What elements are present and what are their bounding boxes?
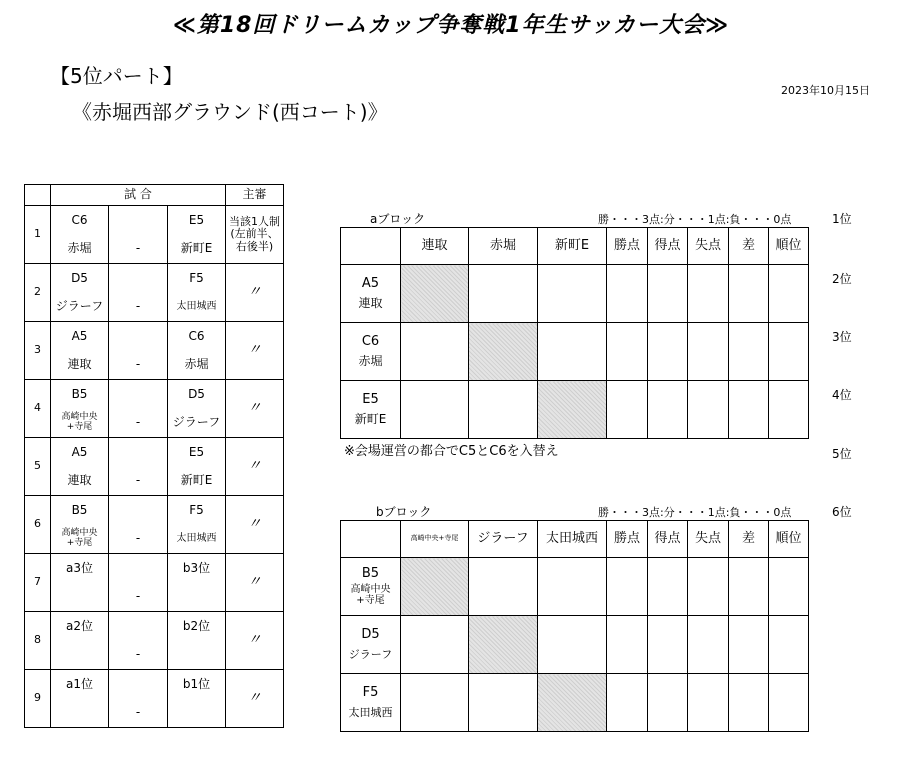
- self-match-cell: [401, 558, 469, 616]
- team-code: A5: [361, 275, 380, 291]
- team-right-code: E5: [168, 206, 226, 235]
- rank-label: 4位: [832, 388, 852, 402]
- rank-label: 2位: [832, 272, 852, 286]
- opponent-header: ジラーフ: [469, 521, 538, 558]
- vs-blank: [109, 206, 168, 235]
- stat-cell: [648, 265, 688, 323]
- stat-cell: [648, 616, 688, 674]
- stat-cell: [607, 323, 648, 381]
- stat-cell: [729, 381, 769, 439]
- stat-cell: [769, 674, 809, 732]
- versus-dash: -: [109, 641, 168, 670]
- corner-cell: [341, 521, 401, 558]
- self-match-cell: [538, 381, 607, 439]
- stat-cell: [769, 616, 809, 674]
- block-b-title: bブロック: [376, 505, 432, 519]
- stat-cell: [769, 381, 809, 439]
- opponent-header: 連取: [401, 228, 469, 265]
- team-right-code: b1位: [168, 670, 226, 699]
- referee-cell: 〃: [226, 612, 284, 670]
- match-number: 8: [25, 612, 51, 670]
- team-name: 赤堀: [358, 354, 383, 369]
- stat-header: 勝点: [607, 228, 648, 265]
- team-row-header: [341, 558, 401, 616]
- venue-heading: 《赤堀西部グラウンド(西コート)》: [72, 100, 388, 124]
- header-blank: [25, 185, 51, 206]
- stat-cell: [648, 381, 688, 439]
- team-left-code: A5: [51, 438, 109, 467]
- block-b-table: [340, 520, 809, 732]
- team-left-name: 赤堀: [51, 235, 109, 264]
- stat-cell: [688, 674, 729, 732]
- team-right-code: F5: [168, 264, 226, 293]
- page-title: ≪第18回ドリームカップ争奪戦1年生サッカー大会≫: [172, 13, 730, 38]
- stat-cell: [769, 265, 809, 323]
- corner-cell: [341, 228, 401, 265]
- team-left-name: [51, 699, 109, 728]
- match-number: 2: [25, 264, 51, 322]
- team-name: 新町E: [354, 412, 387, 427]
- block-a-title: aブロック: [370, 212, 426, 226]
- stat-cell: [729, 265, 769, 323]
- team-right-name: 太田城西: [168, 525, 226, 554]
- stat-cell: [729, 616, 769, 674]
- team-right-code: D5: [168, 380, 226, 409]
- team-right-name: 太田城西: [168, 293, 226, 322]
- stat-cell: [688, 616, 729, 674]
- opponent-header: 新町E: [538, 228, 607, 265]
- block-b-points-note: 勝・・・3点:分・・・1点:負・・・0点: [598, 506, 792, 519]
- team-left-code: B5: [51, 496, 109, 525]
- match-number: 3: [25, 322, 51, 380]
- rank-label: 1位: [832, 212, 852, 226]
- vs-blank: [109, 322, 168, 351]
- team-left-code: D5: [51, 264, 109, 293]
- team-left-name: ジラーフ: [51, 293, 109, 322]
- team-right-name: [168, 583, 226, 612]
- team-right-code: E5: [168, 438, 226, 467]
- result-cell: [401, 323, 469, 381]
- team-row-header: [341, 381, 401, 439]
- referee-cell: 〃: [226, 380, 284, 438]
- block-a-note: ※会場運営の都合でC5とC6を入替え: [344, 444, 559, 459]
- team-right-name: 赤堀: [168, 351, 226, 380]
- match-number: 1: [25, 206, 51, 264]
- team-code: F5: [362, 685, 379, 701]
- team-row-header: [341, 674, 401, 732]
- team-left-name: 連取: [51, 467, 109, 496]
- team-name: 高崎中央 +寺尾: [350, 583, 391, 606]
- team-code: E5: [362, 391, 379, 407]
- team-right-code: b2位: [168, 612, 226, 641]
- stat-cell: [607, 558, 648, 616]
- team-left-name: [51, 583, 109, 612]
- result-cell: [469, 265, 538, 323]
- stat-cell: [648, 323, 688, 381]
- team-name: ジラーフ: [348, 647, 393, 661]
- self-match-cell: [538, 674, 607, 732]
- versus-dash: -: [109, 699, 168, 728]
- header-match: 試 合: [51, 185, 226, 206]
- match-number: 9: [25, 670, 51, 728]
- team-name: 太田城西: [348, 705, 393, 719]
- stat-cell: [688, 265, 729, 323]
- team-name: 連取: [358, 296, 383, 311]
- rank-label: 6位: [832, 505, 852, 519]
- stat-cell: [607, 674, 648, 732]
- vs-blank: [109, 496, 168, 525]
- vs-blank: [109, 670, 168, 699]
- result-cell: [538, 265, 607, 323]
- match-schedule-table: [24, 184, 284, 728]
- team-right-name: 新町E: [168, 467, 226, 496]
- result-cell: [401, 616, 469, 674]
- team-left-name: 連取: [51, 351, 109, 380]
- opponent-header: 赤堀: [469, 228, 538, 265]
- team-left-code: a1位: [51, 670, 109, 699]
- stat-cell: [648, 674, 688, 732]
- team-code: C6: [361, 333, 380, 349]
- result-cell: [469, 558, 538, 616]
- team-left-name: 高崎中央 +寺尾: [51, 409, 109, 438]
- result-cell: [538, 616, 607, 674]
- stat-cell: [688, 381, 729, 439]
- vs-blank: [109, 264, 168, 293]
- stat-cell: [688, 558, 729, 616]
- team-code: B5: [361, 566, 380, 582]
- rank-label: 5位: [832, 447, 852, 461]
- part-heading: 【5位パート】: [50, 64, 183, 88]
- rank-label: 3位: [832, 330, 852, 344]
- match-number: 6: [25, 496, 51, 554]
- match-number: 5: [25, 438, 51, 496]
- result-cell: [401, 381, 469, 439]
- vs-blank: [109, 612, 168, 641]
- result-cell: [538, 323, 607, 381]
- referee-cell: 〃: [226, 496, 284, 554]
- versus-dash: -: [109, 409, 168, 438]
- referee-cell: 〃: [226, 438, 284, 496]
- team-left-code: a2位: [51, 612, 109, 641]
- team-right-name: ジラーフ: [168, 409, 226, 438]
- team-right-code: F5: [168, 496, 226, 525]
- match-number: 4: [25, 380, 51, 438]
- stat-header: 差: [729, 228, 769, 265]
- referee-cell: 〃: [226, 264, 284, 322]
- stat-cell: [729, 674, 769, 732]
- header-referee: 主審: [226, 185, 284, 206]
- team-left-code: A5: [51, 322, 109, 351]
- self-match-cell: [401, 265, 469, 323]
- team-left-name: 高崎中央 +寺尾: [51, 525, 109, 554]
- team-row-header: [341, 323, 401, 381]
- stat-header: 差: [729, 521, 769, 558]
- stat-cell: [729, 323, 769, 381]
- versus-dash: -: [109, 235, 168, 264]
- vs-blank: [109, 554, 168, 583]
- team-left-code: B5: [51, 380, 109, 409]
- result-cell: [401, 674, 469, 732]
- versus-dash: -: [109, 583, 168, 612]
- stat-cell: [607, 381, 648, 439]
- stat-cell: [607, 616, 648, 674]
- versus-dash: -: [109, 293, 168, 322]
- stat-cell: [769, 323, 809, 381]
- opponent-header: 太田城西: [538, 521, 607, 558]
- team-row-header: [341, 265, 401, 323]
- team-left-name: [51, 641, 109, 670]
- team-left-code: a3位: [51, 554, 109, 583]
- stat-cell: [729, 558, 769, 616]
- stat-header: 順位: [769, 228, 809, 265]
- referee-cell: 〃: [226, 322, 284, 380]
- stat-header: 順位: [769, 521, 809, 558]
- event-date: 2023年10月15日: [781, 84, 870, 97]
- self-match-cell: [469, 616, 538, 674]
- team-right-code: b3位: [168, 554, 226, 583]
- result-cell: [469, 381, 538, 439]
- block-a-points-note: 勝・・・3点:分・・・1点:負・・・0点: [598, 213, 792, 226]
- opponent-header: 高崎中央+寺尾: [401, 521, 469, 558]
- stat-header: 勝点: [607, 521, 648, 558]
- block-a-table: [340, 227, 809, 439]
- versus-dash: -: [109, 467, 168, 496]
- versus-dash: -: [109, 351, 168, 380]
- team-right-code: C6: [168, 322, 226, 351]
- stat-header: 失点: [688, 228, 729, 265]
- stat-header: 得点: [648, 521, 688, 558]
- team-left-code: C6: [51, 206, 109, 235]
- result-cell: [538, 558, 607, 616]
- team-right-name: [168, 641, 226, 670]
- team-right-name: 新町E: [168, 235, 226, 264]
- self-match-cell: [469, 323, 538, 381]
- stat-cell: [769, 558, 809, 616]
- referee-cell: 〃: [226, 554, 284, 612]
- match-number: 7: [25, 554, 51, 612]
- team-code: D5: [361, 627, 380, 643]
- referee-cell: 当該1人制 (左前半、 右後半): [226, 206, 284, 264]
- referee-cell: 〃: [226, 670, 284, 728]
- stat-header: 失点: [688, 521, 729, 558]
- stat-cell: [648, 558, 688, 616]
- stat-cell: [688, 323, 729, 381]
- team-row-header: [341, 616, 401, 674]
- result-cell: [469, 674, 538, 732]
- stat-header: 得点: [648, 228, 688, 265]
- stat-cell: [607, 265, 648, 323]
- vs-blank: [109, 380, 168, 409]
- team-right-name: [168, 699, 226, 728]
- versus-dash: -: [109, 525, 168, 554]
- vs-blank: [109, 438, 168, 467]
